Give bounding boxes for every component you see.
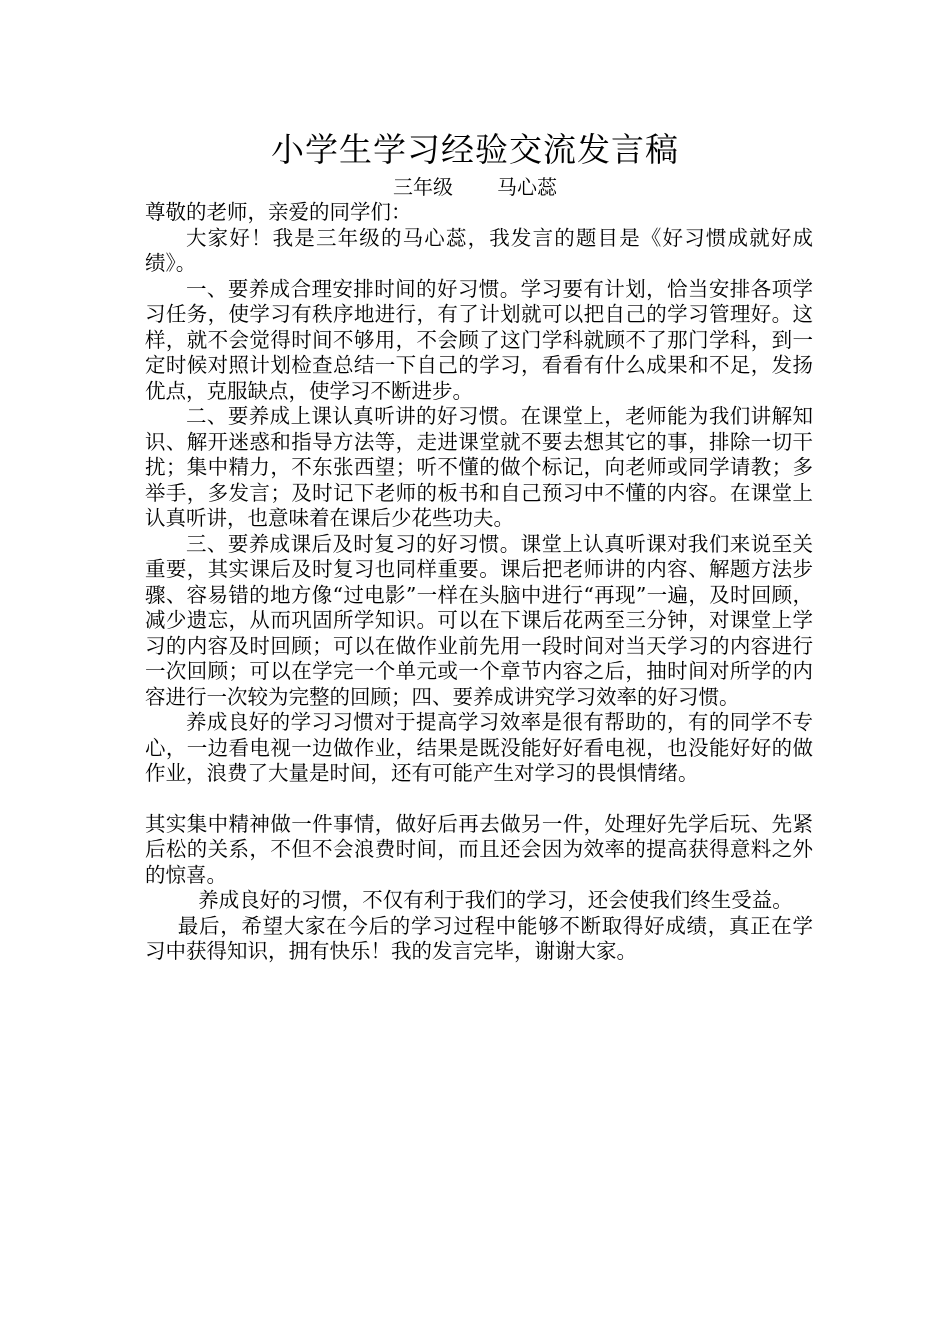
paragraph-6: 养成良好的习惯，不仅有利于我们的学习，还会使我们终生受益。 bbox=[198, 888, 793, 912]
greeting: 尊敬的老师，亲爱的同学们： bbox=[145, 200, 412, 224]
paragraph-5: 其实集中精神做一件事情，做好后再去做另一件，处理好先学后玩、先紧后松的关系，不但不会浪费时间，而且还会因为效率的提高获得意料之外的惊喜。 bbox=[145, 811, 813, 887]
paragraph-closing: 最后，希望大家在今后的学习过程中能够不断取得好成绩，真正在学习中获得知识，拥有快乐！我的发言完毕，谢谢大家。 bbox=[145, 913, 813, 963]
byline bbox=[0, 174, 950, 200]
blank-line bbox=[145, 787, 813, 812]
paragraph-intro: 大家好！我是三年级的马心蕊，我发言的题目是《好习惯成就好成绩》。 bbox=[145, 225, 813, 275]
document-body bbox=[145, 200, 813, 965]
document-title: 小学生学习经验交流发言稿 bbox=[271, 130, 679, 169]
paragraph-2: 二、要养成上课认真听讲的好习惯。在课堂上，老师能为我们讲解知识、解开迷惑和指导方法等，走进课堂就不要去想其它的事，排除一切干扰；集中精力，不东张西望；听不懂的做个标记，向老师或同学请教；多举手，多发言；及时记下老师的板书和自己预习中不懂的内容。在课堂上认真听讲，也意味着在课后少花些功夫。 bbox=[145, 404, 813, 530]
grade-label: 三年级 bbox=[393, 175, 453, 199]
paragraph-1: 一、要养成合理安排时间的好习惯。学习要有计划，恰当安排各项学习任务，使学习有秩序地进行，有了计划就可以把自己的学习管理好。这样，就不会觉得时间不够用，不会顾了这门学科就顾不了那门学科，到一定时候对照计划检查总结一下自己的学习，看看有什么成果和不足，发扬优点，克服缺点，使学习不断进步。 bbox=[145, 276, 813, 403]
paragraph-3: 三、要养成课后及时复习的好习惯。课堂上认真听课对我们来说至关重要，其实课后及时复习也同样重要。课后把老师讲的内容、解题方法步骤、容易错的地方像“过电影”一样在头脑中进行“再现”一遍，及时回顾，减少遗忘，从而巩固所学知识。可以在下课后花两至三分钟，对课堂上学习的内容及时回顾；可以在做作业前先用一段时间对当天学习的内容进行一次回顾；可以在学完一个单元或一个章节内容之后，抽时间对所学的内容进行一次较为完整的回顾；四、要养成讲究学习效率的好习惯。 bbox=[145, 531, 813, 709]
author-name: 马心蕊 bbox=[497, 175, 557, 199]
paragraph-4: 养成良好的学习习惯对于提高学习效率是很有帮助的，有的同学不专心，一边看电视一边做作业，结果是既没能好好看电视，也没能好好的做作业，浪费了大量是时间，还有可能产生对学习的畏惧情绪。 bbox=[145, 710, 813, 785]
